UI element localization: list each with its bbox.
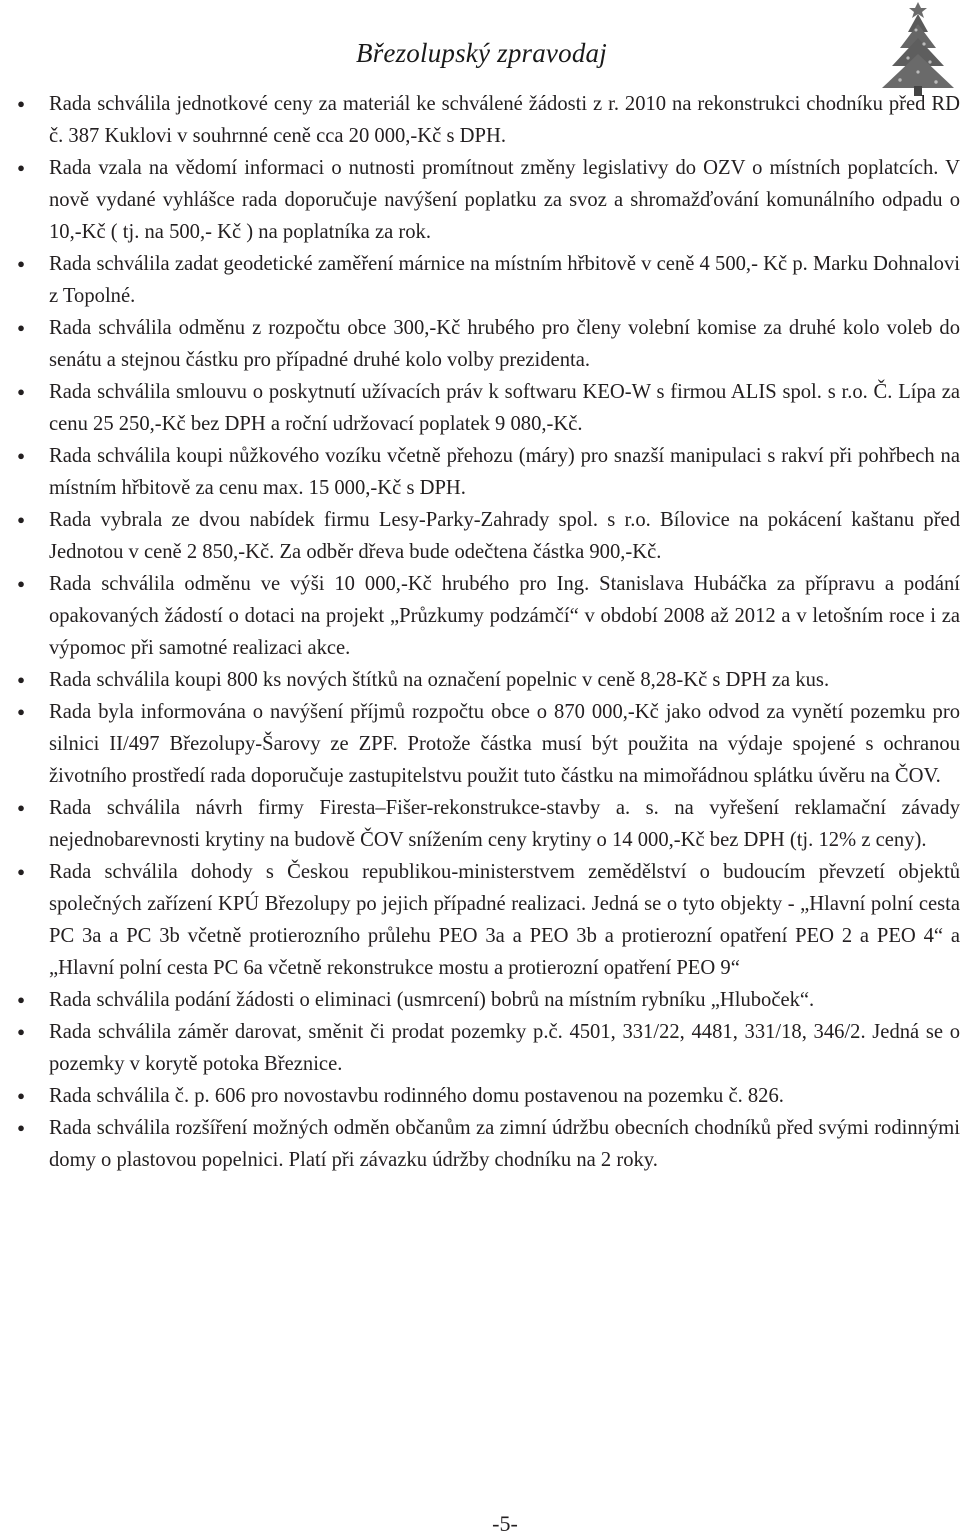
bullet-icon: ●: [17, 576, 25, 591]
bullet-icon: ●: [17, 384, 25, 399]
item-text: Rada schválila odměnu z rozpočtu obce 300,-Kč hrubého pro členy volební komise za druhé kolo voleb do senátu a stejnou částku pro případné druhé kolo volby prezidenta.: [49, 317, 960, 371]
item-text: Rada schválila dohody s Českou republikou-ministerstvem zemědělství o budoucím převzetí objektů společných zařízení KPÚ Březolupy po jejich případné realizaci. Jedná se o tyto objekty - „Hlavní polní cesta PC 3a a PC 3b včetně protierozního průlehu PEO 3a a PEO 3b a protierozní opatření PEO 2 a PEO 4“ a „Hlavní polní cesta PC 6a včetně rekonstrukce mostu a protierozní opatření PEO 9“: [49, 861, 960, 979]
list-item: [14, 1080, 960, 1112]
bullet-icon: ●: [17, 96, 25, 111]
item-text: Rada schválila zadat geodetické zaměření márnice na místním hřbitově v ceně 4 500,- Kč p. Marku Dohnalovi z Topolné.: [49, 253, 960, 307]
list-item: [14, 568, 960, 664]
bullet-icon: ●: [17, 800, 25, 815]
resolution-list: [14, 88, 960, 1176]
list-item: [14, 792, 960, 856]
item-text: Rada byla informována o navýšení příjmů rozpočtu obce o 870 000,-Kč jako odvod za vynětí pozemku pro silnici II/497 Březolupy-Šarovy ze ZPF. Protože částka musí být použita na výdaje spojené s ochranou životního prostředí rada doporučuje zastupitelstvu použit tuto částku na mimořádnou splátku úvěru na ČOV.: [49, 701, 960, 787]
bullet-icon: ●: [17, 320, 25, 335]
page-number: -5-: [492, 1511, 518, 1536]
item-text: Rada vybrala ze dvou nabídek firmu Lesy-Parky-Zahrady spol. s r.o. Bílovice na pokácení kaštanu před Jednotou v ceně 2 850,-Kč. Za odběr dřeva bude odečtena částka 900,-Kč.: [49, 509, 960, 563]
bullet-icon: ●: [17, 448, 25, 463]
list-item: [14, 856, 960, 984]
item-text: Rada schválila rozšíření možných odměn občanům za zimní údržbu obecních chodníků před svými rodinnými domy o plastovou popelnici. Platí při závazku údržby chodníku na 2 roky.: [49, 1117, 960, 1171]
bullet-icon: ●: [17, 256, 25, 271]
list-item: [14, 376, 960, 440]
item-text: Rada schválila koupi nůžkového vozíku včetně přehozu (máry) pro snazší manipulaci s rakví při pohřbech na místním hřbitově za cenu max. 15 000,-Kč s DPH.: [49, 445, 960, 499]
item-text: Rada schválila návrh firmy Firesta–Fišer-rekonstrukce-stavby a. s. na vyřešení reklamační závady nejednobarevnosti krytiny na budově ČOV snížením ceny krytiny o 14 000,-Kč bez DPH (tj. 12% z ceny).: [49, 797, 960, 851]
bullet-icon: ●: [17, 704, 25, 719]
list-item: [14, 504, 960, 568]
bullet-icon: ●: [17, 1024, 25, 1039]
list-item: [14, 984, 960, 1016]
bullet-icon: ●: [17, 1120, 25, 1135]
item-text: Rada vzala na vědomí informaci o nutnosti promítnout změny legislativy do OZV o místních poplatcích. V nově vydané vyhlášce rada doporučuje navýšení poplatku za svoz a shromažďování komunálního odpadu o 10,-Kč ( tj. na 500,- Kč ) na poplatníka za rok.: [49, 157, 960, 243]
item-text: Rada schválila odměnu ve výši 10 000,-Kč hrubého pro Ing. Stanislava Hubáčka za přípravu a podání opakovaných žádostí o dotaci na projekt „Průzkumy podzámčí“ v období 2008 až 2012 a v letošním roce i za výpomoc při samotné realizaci akce.: [49, 573, 960, 659]
bullet-icon: ●: [17, 864, 25, 879]
list-item: [14, 1016, 960, 1080]
bullet-icon: ●: [17, 512, 25, 527]
bullet-icon: ●: [17, 672, 25, 687]
item-text: Rada schválila č. p. 606 pro novostavbu rodinného domu postavenou na pozemku č. 826.: [49, 1085, 784, 1107]
list-item: [14, 152, 960, 248]
item-text: Rada schválila koupi 800 ks nových štítků na označení popelnic v ceně 8,28-Kč s DPH za kus.: [49, 669, 830, 691]
item-text: Rada schválila smlouvu o poskytnutí užívacích práv k softwaru KEO-W s firmou ALIS spol. s r.o. Č. Lípa za cenu 25 250,-Kč bez DPH a roční udržovací poplatek 9 080,-Kč.: [49, 381, 960, 435]
list-item: [14, 440, 960, 504]
list-item: [14, 88, 960, 152]
list-item: [14, 1112, 960, 1176]
item-text: Rada schválila záměr darovat, směnit či prodat pozemky p.č. 4501, 331/22, 4481, 331/18, 346/2. Jedná se o pozemky v korytě potoka Březnice.: [49, 1021, 960, 1075]
item-text: Rada schválila jednotkové ceny za materiál ke schválené žádosti z r. 2010 na rekonstrukci chodníku před RD č. 387 Kuklovi v souhrnné ceně cca 20 000,-Kč s DPH.: [49, 93, 960, 147]
list-item: [14, 696, 960, 792]
bullet-icon: ●: [17, 160, 25, 175]
list-item: [14, 248, 960, 312]
list-item: [14, 664, 960, 696]
list-item: [14, 312, 960, 376]
item-text: Rada schválila podání žádosti o eliminaci (usmrcení) bobrů na místním rybníku „Hluboček“.: [49, 989, 815, 1011]
bullet-icon: ●: [17, 1088, 25, 1103]
article-body: [14, 88, 960, 1176]
bullet-icon: ●: [17, 992, 25, 1007]
newsletter-title: Březolupský zpravodaj: [356, 38, 607, 68]
christmas-tree-icon: [876, 0, 960, 100]
